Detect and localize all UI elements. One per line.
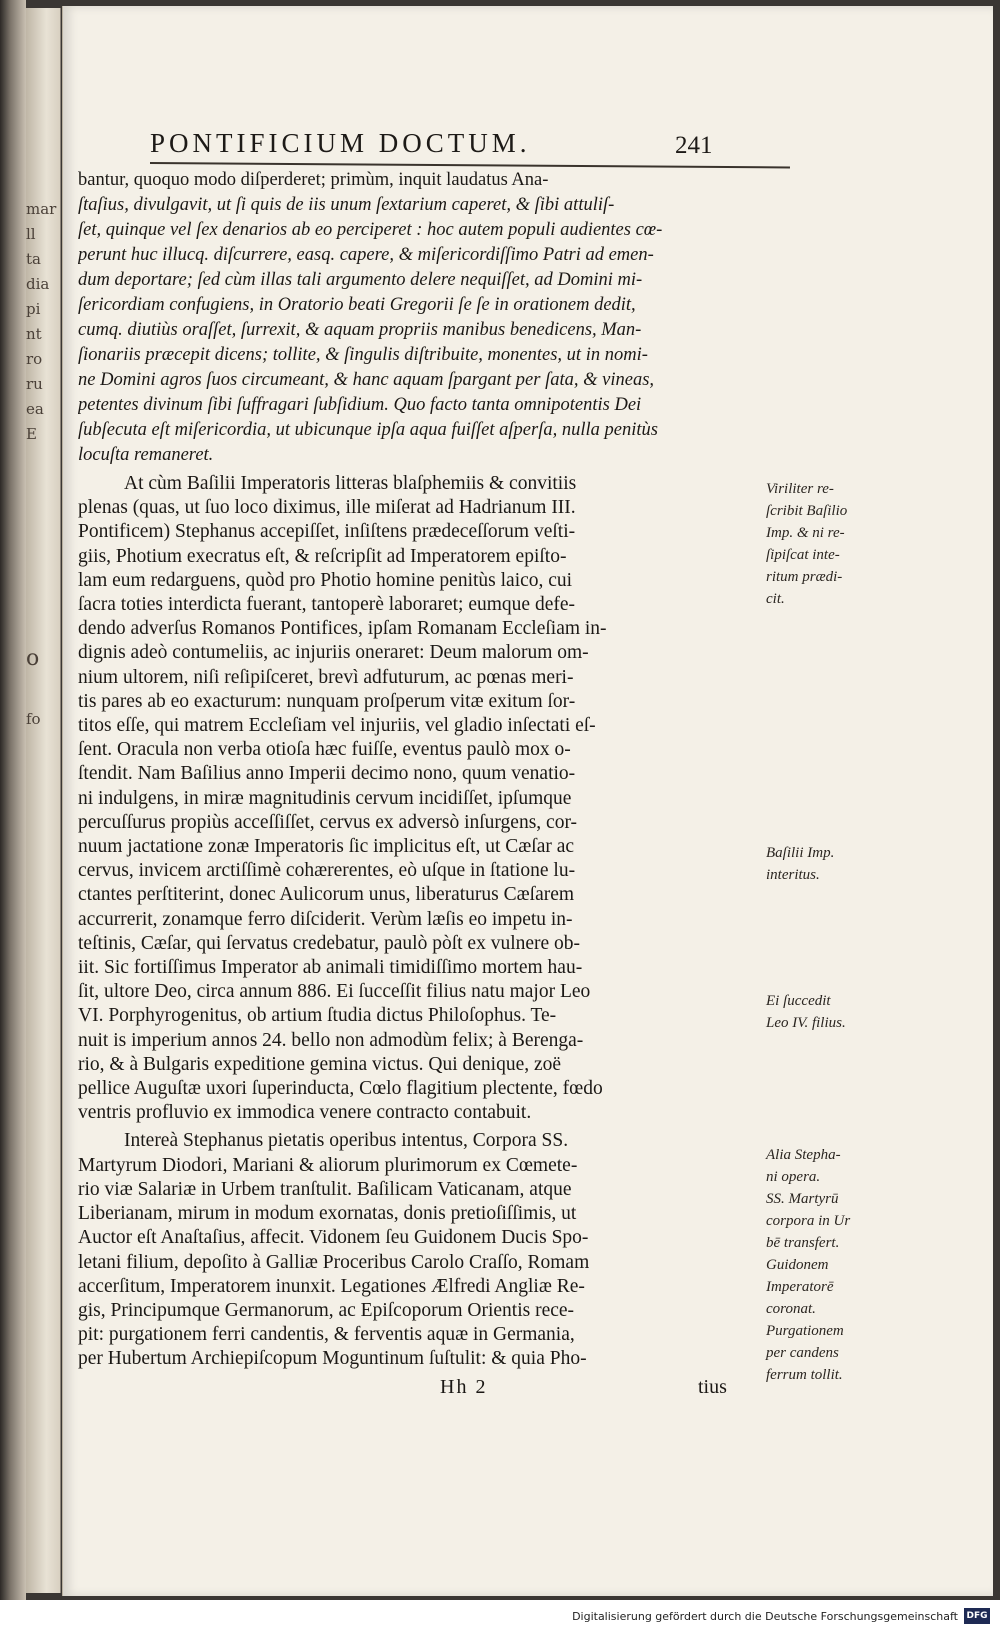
margin-note-line: corpora in Ur [766, 1213, 851, 1229]
body-line: gis, Principumque Germanorum, ac Epiſcoporum Orientis rece- [78, 1299, 575, 1321]
body-line: accurrerit, zonamque ferro diſciderit. Verùm læſis eo impetu in- [78, 908, 573, 930]
margin-note-line: SS. Martyrū [766, 1191, 839, 1207]
catchword: tius [698, 1376, 727, 1398]
running-title: PONTIFICIUM DOCTUM. [150, 128, 531, 158]
quote-line: ſtaſius, divulgavit, ut ſi quis de iis unum ſextarium caperet, & ſibi attuliſ- [78, 195, 615, 215]
body-line: plenas (quas, ut ſuo loco diximus, ille miſerat ad Hadrianum III. [78, 497, 576, 519]
margin-note-line: Alia Stepha- [766, 1147, 841, 1163]
body-line: titos eſſe, qui matrem Eccleſiam vel injuriis, vel gladio inſectati eſ- [78, 715, 596, 737]
left-page-fragment-text: nt [26, 325, 42, 343]
margin-note-line: Imperatorē [766, 1279, 834, 1295]
paragraph-basil [78, 472, 758, 1125]
body-line: ctantes perſtiterint, donec Aulicorum unus, liberaturus Cæſarem [78, 884, 575, 906]
body-line: cervus, invicem arctiſſimè cohærerentes, eò uſque in ſtatione lu- [78, 860, 576, 882]
margin-note-line: Imp. & ni re- [766, 525, 845, 541]
body-line: letani filium, depoſito à Galliæ Proceribus Carolo Craſſo, Romam [78, 1251, 590, 1273]
dfg-logo-icon[interactable]: DFG [964, 1608, 990, 1624]
body-line: ſtendit. Nam Baſilius anno Imperii decimo nono, quum venatio- [78, 763, 576, 785]
margin-note-line: ritum prædi- [766, 569, 843, 585]
margin-note-line: ni opera. [766, 1169, 821, 1185]
body-line: percuſſurus propiùs acceſſiſſet, cervus ex adversò inſurgens, cor- [78, 811, 578, 833]
body-line: VI. Porphyrogenitus, ob artium ſtudia dictus Philoſophus. Te- [78, 1005, 557, 1027]
quotation-block [78, 168, 758, 468]
margin-note-line: ſipiſcat inte- [766, 547, 840, 563]
margin-note-line: bē transfert. [766, 1235, 840, 1251]
body-line: dendo adverſus Romanos Pontifices, ipſam Romanam Eccleſiam in- [78, 618, 607, 640]
margin-note-line: per candens [766, 1345, 839, 1361]
body-line: At cùm Baſilii Imperatoris litteras blaſphemiis & convitiis [124, 473, 577, 494]
body-line: giis, Photium execratus eſt, & reſcripſit ad Imperatorem epiſto- [78, 545, 567, 567]
margin-note-line: coronat. [766, 1301, 816, 1317]
left-page-fragment [26, 8, 61, 1593]
body-line: accerſitum, Imperatorem inunxit. Legationes Ælfredi Angliæ Re- [78, 1275, 585, 1297]
quote-line: cumq. diutiùs oraſſet, ſurrexit, & aquam propriis manibus benedicens, Man- [78, 320, 642, 340]
body-line: ventris profluvio ex immodica venere contracto contabuit. [78, 1102, 532, 1124]
left-page-fragment-text: E [26, 425, 37, 443]
body-line: Liberianam, mirum in modum exornatas, donis pretioſiſſimis, ut [78, 1203, 577, 1225]
margin-note-line: Purgationem [766, 1323, 844, 1339]
body-line: Pontificem) Stephanus accepiſſet, inſiſtens prædeceſſorum veſti- [78, 521, 576, 543]
funding-credit: Digitalisierung gefördert durch die Deutsche Forschungsgemeinschaft [572, 1610, 958, 1623]
margin-note-line: cit. [766, 591, 785, 607]
left-page-fragment-text: o [26, 648, 40, 670]
margin-note-line: Baſilii Imp. [766, 845, 835, 861]
body-line: tis pares ab eo exacturum: nunquam proſperum vitæ exitum ſor- [78, 690, 576, 712]
quote-line: petentes divinum ſibi ſuffragari ſubſidium. Quo facto tanta omnipotentis Dei [78, 395, 642, 415]
body-line: lam eum redarguens, quòd pro Photio homine penitùs laico, cui [78, 569, 573, 591]
margin-note [766, 1144, 866, 1386]
body-line: rio, & à Bulgaris expeditione gemina victus. Qui denique, zoë [78, 1053, 562, 1075]
main-text [78, 168, 758, 1372]
quote-line: ſionariis præcepit dicens; tollite, & ſingulis diſtribuite, monentes, ut in nomi- [78, 345, 648, 365]
body-line: pellice Auguſtæ uxori ſuperinducta, Cœlo flagitium plectente, fœdo [78, 1078, 603, 1100]
margin-note-line: interitus. [766, 867, 820, 883]
left-page-fragment-text: ll [26, 225, 36, 243]
margin-note-line: Leo IV. filius. [766, 1015, 846, 1031]
quote-line: locuſta remaneret. [78, 445, 214, 465]
body-line: Auctor eſt Anaſtaſius, affecit. Vidonem ſeu Guidonem Ducis Spo- [78, 1227, 589, 1249]
left-page-fragment-text: ta [26, 250, 41, 268]
body-line: ni indulgens, in miræ magnitudinis cervum incidiſſet, ipſumque [78, 787, 572, 809]
body-line: teſtinis, Cæſar, qui ſervatus credebatur, paulò pòſt ex vulnere ob- [78, 932, 581, 954]
quote-line: ſubſecuta eſt miſericordia, ut ubicunque ipſa aqua fuiſſet aſperſa, nulla penitùs [78, 420, 658, 440]
left-page-fragment-text: pi [26, 300, 41, 318]
body-line: iit. Sic fortiſſimus Imperator ab animali timidiſſimo mortem hau- [78, 957, 583, 979]
body-line: dignis adeò contumeliis, ac injuriis oneraret: Deum malorum om- [78, 642, 589, 664]
page-number: 241 [675, 132, 713, 159]
signature-mark: Hh 2 [440, 1376, 488, 1398]
body-line: ſacra toties interdicta fuerant, tantoperè laboraret; eumque defe- [78, 594, 575, 616]
margin-note-line: ferrum tollit. [766, 1367, 843, 1383]
left-page-fragment-text: dia [26, 275, 50, 293]
quote-line: dum deportare; ſed cùm illas tali argumento delere nequiſſet, ad Domini mi- [78, 270, 643, 290]
paragraph-stephen [78, 1129, 758, 1371]
body-line: nuum jactatione zonæ Imperatoris ſic implicitus eſt, ut Cæſar ac [78, 836, 575, 858]
running-head [150, 128, 750, 162]
quote-line: ſet, quinque vel ſex denarios ab eo perciperet : hoc autem populi audientes cœ- [78, 220, 663, 240]
body-line: rio viæ Salariæ in Urbem tranſtulit. Baſilicam Vaticanam, atque [78, 1178, 572, 1200]
digitization-footer [0, 1600, 1000, 1636]
margin-note [766, 990, 866, 1034]
body-line: ſent. Oracula non verba otioſa hæc fuiſſe, eventus paulò mox o- [78, 739, 571, 761]
body-line: pit: purgationem ferri candentis, & ferventis aquæ in Germania, [78, 1324, 575, 1346]
book-gutter [0, 0, 26, 1600]
body-line: nium ultorem, niſi reſipiſceret, brevì adfuturum, ac pœnas meri- [78, 666, 574, 688]
margin-note [766, 478, 866, 610]
left-page-fragment-text: mar [26, 200, 57, 218]
body-line: nuit is imperium annos 24. bello non admodùm felix; à Berenga- [78, 1029, 584, 1051]
body-line: Intereà Stephanus pietatis operibus intentus, Corpora SS. [124, 1130, 569, 1152]
margin-note-line: Viriliter re- [766, 481, 834, 497]
margin-note-line: Guidonem [766, 1257, 829, 1273]
quote-line: ne Domini agros ſuos circumeant, & hanc aquam ſpargant per ſata, & vineas, [78, 370, 655, 390]
body-line: Martyrum Diodori, Mariani & aliorum plurimorum ex Cœmete- [78, 1154, 578, 1176]
margin-note [766, 842, 866, 886]
margin-note-line: Ei ſuccedit [766, 993, 831, 1009]
margin-note-line: ſcribit Baſilio [766, 503, 848, 519]
left-page-fragment-text: ro [26, 350, 43, 368]
quote-line: bantur, quoquo modo diſperderet; primùm, inquit laudatus Ana- [78, 170, 549, 190]
left-page-fragment-text: ea [26, 400, 44, 418]
left-page-fragment-text: ru [26, 375, 43, 393]
quote-line: ſericordiam confugiens, in Oratorio beati Gregorii ſe ſe in orationem dedit, [78, 295, 636, 315]
quote-line: perunt huc illucq. diſcurrere, easq. capere, & miſericordiſſimo Patri ad emen- [78, 245, 654, 265]
body-line: per Hubertum Archiepiſcopum Moguntinum ſuſtulit: & quia Pho- [78, 1348, 587, 1370]
left-page-fragment-text: fo [26, 710, 41, 728]
body-line: ſit, ultore Deo, circa annum 886. Ei ſucceſſit filius natu major Leo [78, 981, 591, 1003]
page-foot [80, 1376, 760, 1402]
